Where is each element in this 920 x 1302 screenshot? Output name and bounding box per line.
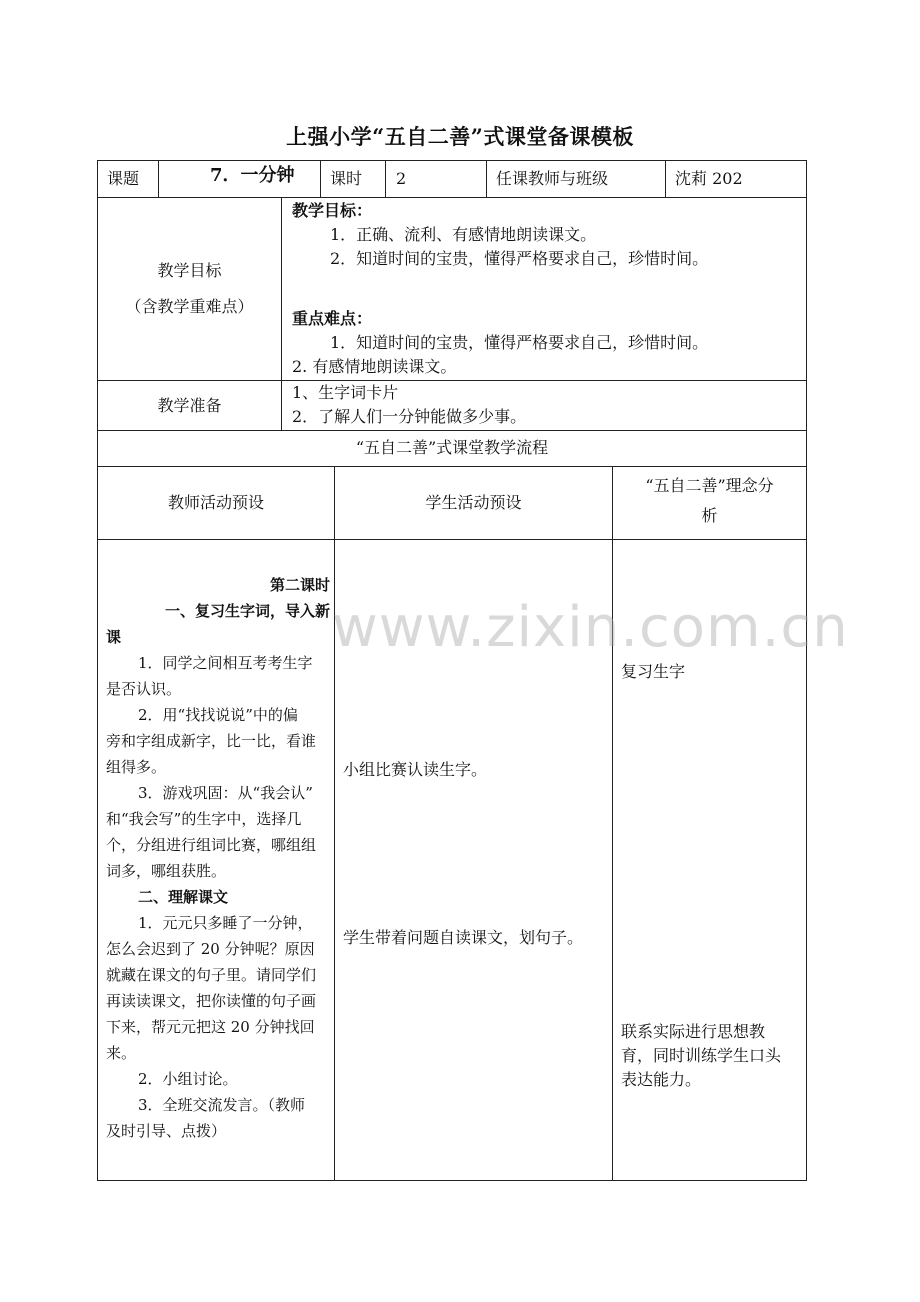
- s2-item3-b: 及时引导、点拨）: [106, 1122, 227, 1140]
- s2-item1-a: 1．元元只多睡了一分钟，: [138, 914, 313, 932]
- table-border-right: [806, 160, 807, 1181]
- col-divider-h4: [486, 160, 487, 197]
- s1-item1-b: 是否认识。: [106, 680, 182, 698]
- table-border-top: [97, 160, 807, 161]
- objectives-label: [98, 258, 281, 320]
- period-value: 2: [396, 169, 407, 188]
- s1-item2-a: 2．用“找找说说”中的偏: [138, 706, 298, 724]
- document-title: 上强小学“五自二善”式课堂备课模板: [286, 124, 634, 149]
- s1-item3-b: 和“我会写”的生字中，选择几: [106, 810, 302, 828]
- analysis-note-1: 复习生字: [621, 662, 686, 681]
- teacher-label: 任课教师与班级: [496, 169, 609, 188]
- s1-item2-c: 组得多。: [106, 758, 167, 776]
- col-header-student: 学生活动预设: [425, 493, 522, 512]
- s1-item3-c: 个，分组进行组词比赛，哪组组: [106, 836, 317, 854]
- s2-item1-b: 怎么会迟到了 20 分钟呢？原因: [106, 940, 315, 958]
- s2-item1-d: 再读读课文，把你读懂的句子画: [106, 992, 317, 1010]
- s1-item3-d: 词多，哪组获胜。: [106, 862, 227, 880]
- s1-item3-a: 3．游戏巩固：从“我会认”: [138, 784, 313, 802]
- row-divider-1: [97, 197, 807, 198]
- flow-title: “五自二善”式课堂教学流程: [355, 438, 549, 457]
- s2-item1-f: 来。: [106, 1044, 137, 1062]
- row-divider-4: [97, 466, 807, 467]
- col-divider-h1: [158, 160, 159, 197]
- col-divider-label: [281, 197, 282, 430]
- topic-value: 7．一分钟: [210, 165, 295, 186]
- objectives-label-line2: （含教学重难点）: [125, 297, 254, 316]
- row-divider-5: [97, 539, 807, 540]
- preparation-item-1: 1、生字词卡片: [292, 383, 399, 402]
- row-divider-3: [97, 430, 807, 431]
- row-divider-2: [97, 380, 807, 381]
- preparation-label: 教学准备: [157, 396, 222, 415]
- key-heading: 重点难点：: [292, 309, 373, 328]
- analysis-note-2-a: 联系实际进行思想教: [621, 1022, 766, 1041]
- s1-item1-a: 1．同学之间相互考考生字: [138, 654, 313, 672]
- section2-heading: 二、理解课文: [138, 888, 229, 906]
- col-divider-h3: [385, 160, 386, 197]
- teacher-value: 沈莉 202: [675, 169, 743, 188]
- section1-heading-b: 课: [106, 628, 122, 646]
- table-border-bottom: [97, 1180, 807, 1181]
- col-header-teacher: 教师活动预设: [167, 493, 264, 512]
- s1-item2-b: 旁和字组成新字，比一比，看谁: [106, 732, 317, 750]
- s2-item3-a: 3．全班交流发言。（教师: [138, 1096, 306, 1114]
- section1-heading-a: 一、复习生字词，导入新: [164, 602, 330, 620]
- col-divider-flow2: [612, 466, 613, 1180]
- col-divider-h2: [320, 160, 321, 197]
- analysis-note-2: [621, 1020, 803, 1092]
- teacher-activities: [106, 572, 330, 1144]
- col-header-analysis-line2: 析: [701, 506, 718, 525]
- goals-heading: 教学目标：: [292, 201, 373, 220]
- key-point-1: 1．知道时间的宝贵，懂得严格要求自己，珍惜时间。: [330, 333, 709, 352]
- preparation-item-2: 2．了解人们一分钟能做多少事。: [292, 407, 527, 426]
- analysis-note-2-b: 育，同时训练学生口头: [621, 1046, 782, 1065]
- lesson-title: 第二课时: [269, 576, 330, 594]
- student-activity-2: 学生带着问题自读课文，划句子。: [343, 928, 584, 947]
- goal-item-1: 1．正确、流利、有感情地朗读课文。: [330, 225, 597, 244]
- col-divider-h5: [665, 160, 666, 197]
- col-divider-flow1: [334, 466, 335, 1180]
- period-label: 课时: [330, 169, 363, 188]
- col-header-analysis-line1: “五自二善”理念分: [645, 476, 774, 495]
- objectives-label-line1: 教学目标: [157, 261, 222, 280]
- watermark-text: www.zixin.com.cn: [332, 595, 849, 660]
- goal-item-2: 2．知道时间的宝贵，懂得严格要求自己，珍惜时间。: [330, 249, 709, 268]
- col-header-analysis: [613, 473, 806, 529]
- s2-item1-c: 就藏在课文的句子里。请同学们: [106, 966, 317, 984]
- s2-item1-e: 下来，帮元元把这 20 分钟找回: [106, 1018, 315, 1036]
- analysis-note-2-c: 表达能力。: [621, 1070, 702, 1089]
- student-activity-1: 小组比赛认读生字。: [343, 760, 488, 779]
- s2-item2: 2．小组讨论。: [138, 1070, 238, 1088]
- topic-label: 课题: [107, 169, 140, 188]
- key-point-2: 2. 有感情地朗读课文。: [292, 357, 457, 376]
